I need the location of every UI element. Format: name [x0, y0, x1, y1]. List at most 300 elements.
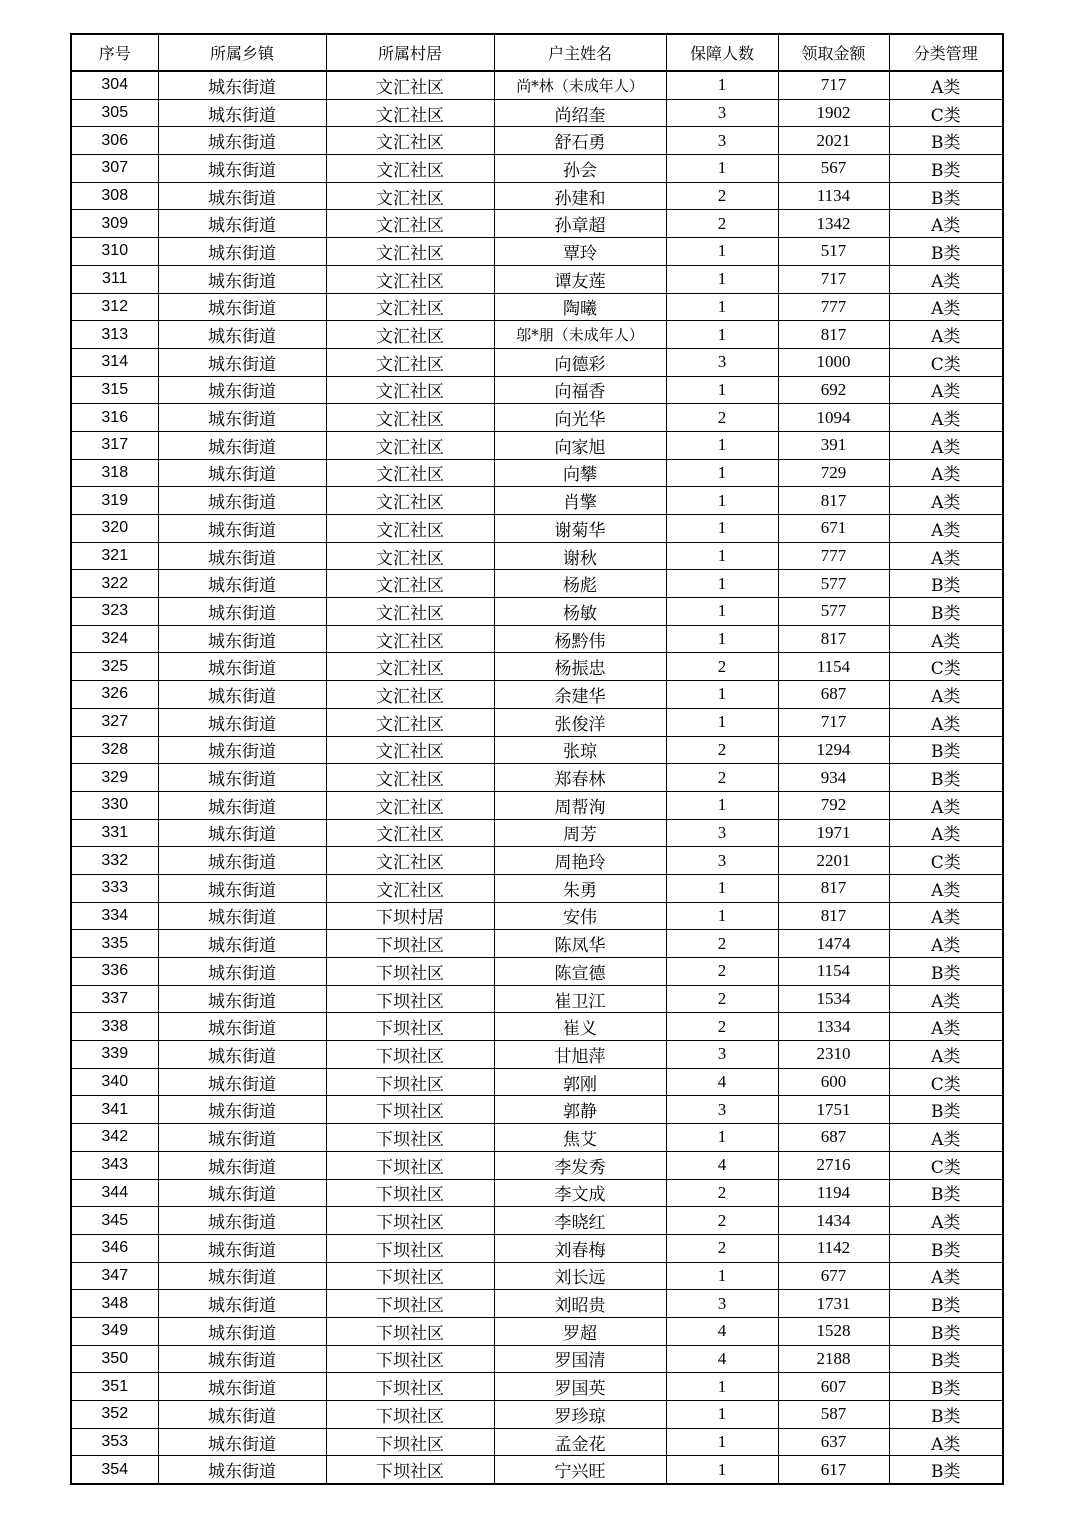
table-row [71, 431, 1003, 459]
cell-town: 城东街道 [158, 404, 326, 432]
cell-category: A类 [889, 71, 1003, 99]
cell-householder: 孙会 [494, 155, 666, 183]
cell-category: A类 [889, 1262, 1003, 1290]
cell-amount: 2716 [778, 1151, 889, 1179]
cell-category: A类 [889, 1013, 1003, 1041]
cell-people-count: 3 [666, 847, 778, 875]
cell-town: 城东街道 [158, 847, 326, 875]
cell-householder: 李发秀 [494, 1151, 666, 1179]
cell-people-count: 2 [666, 736, 778, 764]
cell-amount: 577 [778, 570, 889, 598]
cell-amount: 792 [778, 791, 889, 819]
cell-people-count: 2 [666, 985, 778, 1013]
cell-people-count: 2 [666, 958, 778, 986]
cell-householder: 周芳 [494, 819, 666, 847]
cell-amount: 1294 [778, 736, 889, 764]
cell-community: 文汇社区 [326, 625, 494, 653]
cell-town: 城东街道 [158, 265, 326, 293]
cell-amount: 1534 [778, 985, 889, 1013]
cell-householder: 罗国清 [494, 1345, 666, 1373]
cell-amount: 607 [778, 1373, 889, 1401]
cell-category: B类 [889, 1234, 1003, 1262]
cell-people-count: 2 [666, 1013, 778, 1041]
cell-amount: 1434 [778, 1207, 889, 1235]
cell-town: 城东街道 [158, 930, 326, 958]
header-category: 分类管理 [889, 34, 1003, 71]
cell-people-count: 1 [666, 708, 778, 736]
cell-category: A类 [889, 487, 1003, 515]
cell-householder: 罗超 [494, 1317, 666, 1345]
cell-community: 下坝社区 [326, 1096, 494, 1124]
cell-people-count: 2 [666, 653, 778, 681]
cell-community: 文汇社区 [326, 431, 494, 459]
cell-people-count: 1 [666, 1428, 778, 1456]
cell-seq: 304 [71, 71, 158, 99]
cell-people-count: 1 [666, 265, 778, 293]
cell-amount: 1751 [778, 1096, 889, 1124]
cell-amount: 391 [778, 431, 889, 459]
cell-town: 城东街道 [158, 902, 326, 930]
cell-amount: 729 [778, 459, 889, 487]
cell-householder: 罗国英 [494, 1373, 666, 1401]
cell-householder: 郭静 [494, 1096, 666, 1124]
cell-community: 下坝社区 [326, 1234, 494, 1262]
cell-town: 城东街道 [158, 321, 326, 349]
cell-town: 城东街道 [158, 736, 326, 764]
cell-seq: 329 [71, 764, 158, 792]
cell-town: 城东街道 [158, 1345, 326, 1373]
cell-category: C类 [889, 653, 1003, 681]
cell-community: 下坝社区 [326, 985, 494, 1013]
table-row [71, 1456, 1003, 1484]
cell-community: 文汇社区 [326, 210, 494, 238]
cell-seq: 337 [71, 985, 158, 1013]
table-row [71, 1428, 1003, 1456]
cell-town: 城东街道 [158, 1262, 326, 1290]
cell-amount: 1142 [778, 1234, 889, 1262]
header-seq: 序号 [71, 34, 158, 71]
cell-seq: 343 [71, 1151, 158, 1179]
cell-category: A类 [889, 681, 1003, 709]
cell-seq: 328 [71, 736, 158, 764]
cell-people-count: 1 [666, 155, 778, 183]
cell-category: B类 [889, 1345, 1003, 1373]
cell-town: 城东街道 [158, 1179, 326, 1207]
cell-seq: 306 [71, 127, 158, 155]
cell-householder: 周艳玲 [494, 847, 666, 875]
cell-amount: 577 [778, 598, 889, 626]
cell-town: 城东街道 [158, 1290, 326, 1318]
cell-community: 文汇社区 [326, 847, 494, 875]
cell-town: 城东街道 [158, 155, 326, 183]
cell-seq: 321 [71, 542, 158, 570]
cell-town: 城东街道 [158, 293, 326, 321]
cell-community: 文汇社区 [326, 321, 494, 349]
cell-category: A类 [889, 791, 1003, 819]
cell-householder: 向福香 [494, 376, 666, 404]
cell-town: 城东街道 [158, 874, 326, 902]
cell-amount: 817 [778, 625, 889, 653]
cell-seq: 311 [71, 265, 158, 293]
cell-category: B类 [889, 1096, 1003, 1124]
cell-householder: 余建华 [494, 681, 666, 709]
cell-people-count: 1 [666, 1124, 778, 1152]
cell-seq: 305 [71, 99, 158, 127]
cell-town: 城东街道 [158, 985, 326, 1013]
cell-category: A类 [889, 902, 1003, 930]
cell-amount: 1528 [778, 1317, 889, 1345]
cell-seq: 335 [71, 930, 158, 958]
table-row [71, 459, 1003, 487]
table-row [71, 1401, 1003, 1429]
cell-category: B类 [889, 1317, 1003, 1345]
cell-community: 下坝社区 [326, 1207, 494, 1235]
cell-seq: 352 [71, 1401, 158, 1429]
table-row [71, 542, 1003, 570]
cell-people-count: 1 [666, 1262, 778, 1290]
header-amount: 领取金额 [778, 34, 889, 71]
table-row [71, 71, 1003, 99]
cell-seq: 308 [71, 182, 158, 210]
cell-town: 城东街道 [158, 210, 326, 238]
table-row [71, 1345, 1003, 1373]
cell-amount: 1154 [778, 653, 889, 681]
cell-seq: 346 [71, 1234, 158, 1262]
table-row [71, 376, 1003, 404]
cell-people-count: 1 [666, 598, 778, 626]
cell-community: 文汇社区 [326, 819, 494, 847]
cell-amount: 2201 [778, 847, 889, 875]
cell-people-count: 1 [666, 293, 778, 321]
cell-householder: 李晓红 [494, 1207, 666, 1235]
table-row [71, 99, 1003, 127]
cell-town: 城东街道 [158, 459, 326, 487]
cell-seq: 324 [71, 625, 158, 653]
cell-community: 下坝社区 [326, 930, 494, 958]
cell-people-count: 3 [666, 99, 778, 127]
cell-amount: 1000 [778, 348, 889, 376]
cell-seq: 327 [71, 708, 158, 736]
cell-category: A类 [889, 431, 1003, 459]
cell-seq: 347 [71, 1262, 158, 1290]
cell-householder: 尚*林（未成年人） [494, 71, 666, 99]
table-row [71, 1317, 1003, 1345]
header-people-count: 保障人数 [666, 34, 778, 71]
table-row [71, 930, 1003, 958]
cell-category: A类 [889, 1428, 1003, 1456]
table-row [71, 681, 1003, 709]
table-row [71, 1290, 1003, 1318]
cell-amount: 717 [778, 265, 889, 293]
cell-people-count: 4 [666, 1345, 778, 1373]
cell-householder: 孙章超 [494, 210, 666, 238]
table-row [71, 238, 1003, 266]
cell-householder: 罗珍琼 [494, 1401, 666, 1429]
cell-people-count: 1 [666, 681, 778, 709]
cell-community: 文汇社区 [326, 404, 494, 432]
table-row [71, 847, 1003, 875]
cell-householder: 孟金花 [494, 1428, 666, 1456]
cell-people-count: 2 [666, 182, 778, 210]
cell-category: A类 [889, 515, 1003, 543]
table-row [71, 265, 1003, 293]
table-row [71, 293, 1003, 321]
cell-people-count: 2 [666, 1179, 778, 1207]
document-page [70, 33, 1002, 1485]
cell-town: 城东街道 [158, 182, 326, 210]
header-town: 所属乡镇 [158, 34, 326, 71]
cell-amount: 934 [778, 764, 889, 792]
table-row [71, 1013, 1003, 1041]
cell-category: A类 [889, 404, 1003, 432]
cell-town: 城东街道 [158, 958, 326, 986]
cell-householder: 周帮洵 [494, 791, 666, 819]
cell-amount: 692 [778, 376, 889, 404]
cell-town: 城东街道 [158, 542, 326, 570]
cell-householder: 孙建和 [494, 182, 666, 210]
table-header [71, 34, 1003, 71]
table-row [71, 348, 1003, 376]
cell-town: 城东街道 [158, 1013, 326, 1041]
cell-community: 文汇社区 [326, 238, 494, 266]
cell-householder: 刘长远 [494, 1262, 666, 1290]
table-row [71, 515, 1003, 543]
cell-community: 下坝社区 [326, 1151, 494, 1179]
cell-community: 下坝社区 [326, 1345, 494, 1373]
header-community: 所属村居 [326, 34, 494, 71]
cell-town: 城东街道 [158, 1124, 326, 1152]
cell-seq: 338 [71, 1013, 158, 1041]
cell-people-count: 1 [666, 515, 778, 543]
cell-householder: 李文成 [494, 1179, 666, 1207]
cell-community: 下坝社区 [326, 1041, 494, 1069]
cell-amount: 1134 [778, 182, 889, 210]
cell-town: 城东街道 [158, 1234, 326, 1262]
cell-community: 文汇社区 [326, 791, 494, 819]
cell-category: C类 [889, 348, 1003, 376]
cell-category: B类 [889, 1456, 1003, 1484]
cell-category: C类 [889, 99, 1003, 127]
cell-town: 城东街道 [158, 376, 326, 404]
table-row [71, 1262, 1003, 1290]
cell-seq: 349 [71, 1317, 158, 1345]
cell-householder: 杨振忠 [494, 653, 666, 681]
cell-community: 文汇社区 [326, 487, 494, 515]
cell-community: 文汇社区 [326, 874, 494, 902]
cell-town: 城东街道 [158, 487, 326, 515]
table-row [71, 902, 1003, 930]
header-row [71, 34, 1003, 71]
cell-town: 城东街道 [158, 238, 326, 266]
cell-community: 文汇社区 [326, 681, 494, 709]
cell-amount: 1731 [778, 1290, 889, 1318]
table-row [71, 708, 1003, 736]
cell-amount: 2188 [778, 1345, 889, 1373]
cell-householder: 崔义 [494, 1013, 666, 1041]
cell-seq: 313 [71, 321, 158, 349]
cell-people-count: 1 [666, 321, 778, 349]
cell-householder: 谢菊华 [494, 515, 666, 543]
cell-amount: 817 [778, 321, 889, 349]
cell-category: A类 [889, 930, 1003, 958]
cell-householder: 焦艾 [494, 1124, 666, 1152]
cell-community: 文汇社区 [326, 348, 494, 376]
cell-category: A类 [889, 708, 1003, 736]
cell-people-count: 4 [666, 1317, 778, 1345]
table-row [71, 1151, 1003, 1179]
cell-householder: 崔卫江 [494, 985, 666, 1013]
cell-category: B类 [889, 182, 1003, 210]
cell-category: A类 [889, 542, 1003, 570]
cell-householder: 刘昭贵 [494, 1290, 666, 1318]
cell-people-count: 1 [666, 902, 778, 930]
cell-town: 城东街道 [158, 764, 326, 792]
cell-people-count: 1 [666, 1401, 778, 1429]
table-row [71, 1373, 1003, 1401]
cell-category: B类 [889, 1179, 1003, 1207]
cell-people-count: 1 [666, 238, 778, 266]
cell-householder: 刘春梅 [494, 1234, 666, 1262]
cell-amount: 817 [778, 487, 889, 515]
cell-seq: 336 [71, 958, 158, 986]
cell-category: A类 [889, 985, 1003, 1013]
cell-category: B类 [889, 1290, 1003, 1318]
table-row [71, 598, 1003, 626]
cell-people-count: 1 [666, 459, 778, 487]
cell-seq: 307 [71, 155, 158, 183]
cell-seq: 330 [71, 791, 158, 819]
cell-householder: 郑春林 [494, 764, 666, 792]
cell-category: A类 [889, 1041, 1003, 1069]
cell-people-count: 1 [666, 1373, 778, 1401]
cell-householder: 郭刚 [494, 1068, 666, 1096]
cell-category: A类 [889, 819, 1003, 847]
cell-community: 文汇社区 [326, 155, 494, 183]
cell-community: 文汇社区 [326, 71, 494, 99]
cell-seq: 317 [71, 431, 158, 459]
cell-householder: 张俊洋 [494, 708, 666, 736]
cell-category: B类 [889, 1401, 1003, 1429]
cell-category: A类 [889, 293, 1003, 321]
cell-people-count: 2 [666, 210, 778, 238]
cell-householder: 宁兴旺 [494, 1456, 666, 1484]
cell-community: 下坝社区 [326, 1401, 494, 1429]
table-row [71, 736, 1003, 764]
cell-community: 下坝社区 [326, 1290, 494, 1318]
cell-town: 城东街道 [158, 1373, 326, 1401]
cell-householder: 杨敏 [494, 598, 666, 626]
cell-seq: 339 [71, 1041, 158, 1069]
cell-category: B类 [889, 127, 1003, 155]
cell-seq: 314 [71, 348, 158, 376]
cell-householder: 谢秋 [494, 542, 666, 570]
cell-amount: 817 [778, 874, 889, 902]
cell-amount: 1094 [778, 404, 889, 432]
cell-town: 城东街道 [158, 1317, 326, 1345]
cell-seq: 340 [71, 1068, 158, 1096]
cell-people-count: 3 [666, 1096, 778, 1124]
cell-people-count: 4 [666, 1068, 778, 1096]
cell-seq: 333 [71, 874, 158, 902]
cell-town: 城东街道 [158, 1401, 326, 1429]
cell-seq: 331 [71, 819, 158, 847]
cell-town: 城东街道 [158, 348, 326, 376]
cell-amount: 777 [778, 542, 889, 570]
table-body [71, 71, 1003, 1484]
cell-seq: 351 [71, 1373, 158, 1401]
cell-community: 下坝社区 [326, 1317, 494, 1345]
cell-town: 城东街道 [158, 1096, 326, 1124]
cell-people-count: 3 [666, 1041, 778, 1069]
cell-seq: 323 [71, 598, 158, 626]
cell-community: 文汇社区 [326, 376, 494, 404]
cell-amount: 1474 [778, 930, 889, 958]
cell-community: 文汇社区 [326, 515, 494, 543]
cell-seq: 312 [71, 293, 158, 321]
cell-amount: 777 [778, 293, 889, 321]
cell-town: 城东街道 [158, 1456, 326, 1484]
cell-category: B类 [889, 155, 1003, 183]
cell-amount: 717 [778, 71, 889, 99]
cell-town: 城东街道 [158, 653, 326, 681]
cell-amount: 1154 [778, 958, 889, 986]
cell-people-count: 1 [666, 874, 778, 902]
cell-amount: 1902 [778, 99, 889, 127]
header-householder: 户主姓名 [494, 34, 666, 71]
cell-town: 城东街道 [158, 791, 326, 819]
cell-people-count: 2 [666, 930, 778, 958]
cell-town: 城东街道 [158, 1207, 326, 1235]
table-row [71, 819, 1003, 847]
table-row [71, 321, 1003, 349]
cell-amount: 1194 [778, 1179, 889, 1207]
cell-householder: 向德彩 [494, 348, 666, 376]
cell-seq: 353 [71, 1428, 158, 1456]
cell-community: 文汇社区 [326, 182, 494, 210]
cell-community: 文汇社区 [326, 708, 494, 736]
cell-seq: 341 [71, 1096, 158, 1124]
cell-seq: 350 [71, 1345, 158, 1373]
cell-category: B类 [889, 764, 1003, 792]
cell-amount: 587 [778, 1401, 889, 1429]
cell-householder: 朱勇 [494, 874, 666, 902]
cell-community: 文汇社区 [326, 653, 494, 681]
cell-householder: 尚绍奎 [494, 99, 666, 127]
cell-householder: 向光华 [494, 404, 666, 432]
table-row [71, 958, 1003, 986]
cell-category: A类 [889, 1124, 1003, 1152]
cell-householder: 覃玲 [494, 238, 666, 266]
cell-amount: 817 [778, 902, 889, 930]
cell-householder: 甘旭萍 [494, 1041, 666, 1069]
cell-community: 文汇社区 [326, 542, 494, 570]
cell-people-count: 1 [666, 431, 778, 459]
table-row [71, 182, 1003, 210]
table-row [71, 1234, 1003, 1262]
cell-community: 文汇社区 [326, 459, 494, 487]
cell-community: 文汇社区 [326, 265, 494, 293]
cell-category: A类 [889, 874, 1003, 902]
cell-town: 城东街道 [158, 570, 326, 598]
cell-community: 文汇社区 [326, 764, 494, 792]
cell-householder: 杨彪 [494, 570, 666, 598]
cell-people-count: 2 [666, 1234, 778, 1262]
cell-community: 文汇社区 [326, 127, 494, 155]
cell-seq: 342 [71, 1124, 158, 1152]
cell-householder: 邬*朋（未成年人） [494, 321, 666, 349]
cell-town: 城东街道 [158, 1041, 326, 1069]
cell-people-count: 3 [666, 127, 778, 155]
